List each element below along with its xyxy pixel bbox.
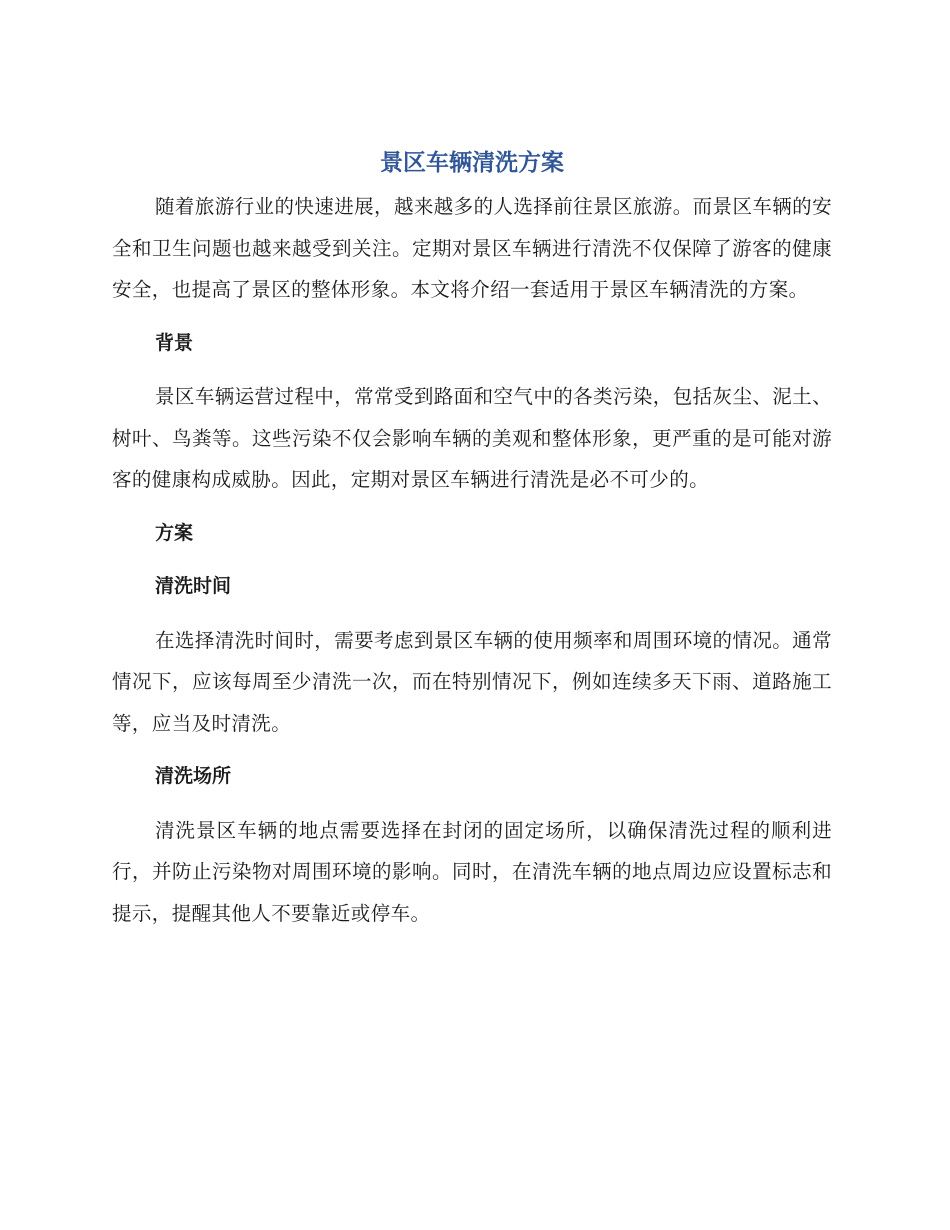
section-heading-cleaning-time: 清洗时间 <box>155 575 232 597</box>
section-body-cleaning-location: 清洗景区车辆的地点需要选择在封闭的固定场所，以确保清洗过程的顺利进行，并防止污染物对周围环境的影响。同时，在清洗车辆的地点周边应设置标志和提示，提醒其他人不要靠近或停车。 <box>112 818 832 925</box>
document-page <box>112 140 832 934</box>
spacer <box>112 311 832 323</box>
spacer <box>112 744 832 756</box>
spacer <box>112 364 832 376</box>
document-title: 景区车辆清洗方案 <box>380 150 564 176</box>
intro-paragraph: 随着旅游行业的快速进展，越来越多的人选择前往景区旅游。而景区车辆的安全和卫生问题也越来越受到关注。定期对景区车辆进行清洗不仅保障了游客的健康安全，也提高了景区的整体形象。本文将介绍一套适用于景区车辆清洗的方案。 <box>112 195 832 301</box>
section-heading-cleaning-location: 清洗场所 <box>155 765 232 787</box>
spacer <box>112 798 832 810</box>
spacer <box>112 608 832 620</box>
section-heading-background: 背景 <box>155 331 194 354</box>
spacer <box>112 501 832 513</box>
spacer <box>112 554 832 566</box>
section-body-background: 景区车辆运营过程中，常常受到路面和空气中的各类污染，包括灰尘、泥土、树叶、鸟粪等。这些污染不仅会影响车辆的美观和整体形象，更严重的是可能对游客的健康构成威胁。因此，定期对景区车辆进行清洗是必不可少的。 <box>112 385 832 491</box>
section-heading-plan: 方案 <box>155 521 194 544</box>
section-body-cleaning-time: 在选择清洗时间时，需要考虑到景区车辆的使用频率和周围环境的情况。通常情况下，应该每周至少清洗一次，而在特别情况下，例如连续多天下雨、道路施工等，应当及时清洗。 <box>112 628 832 735</box>
